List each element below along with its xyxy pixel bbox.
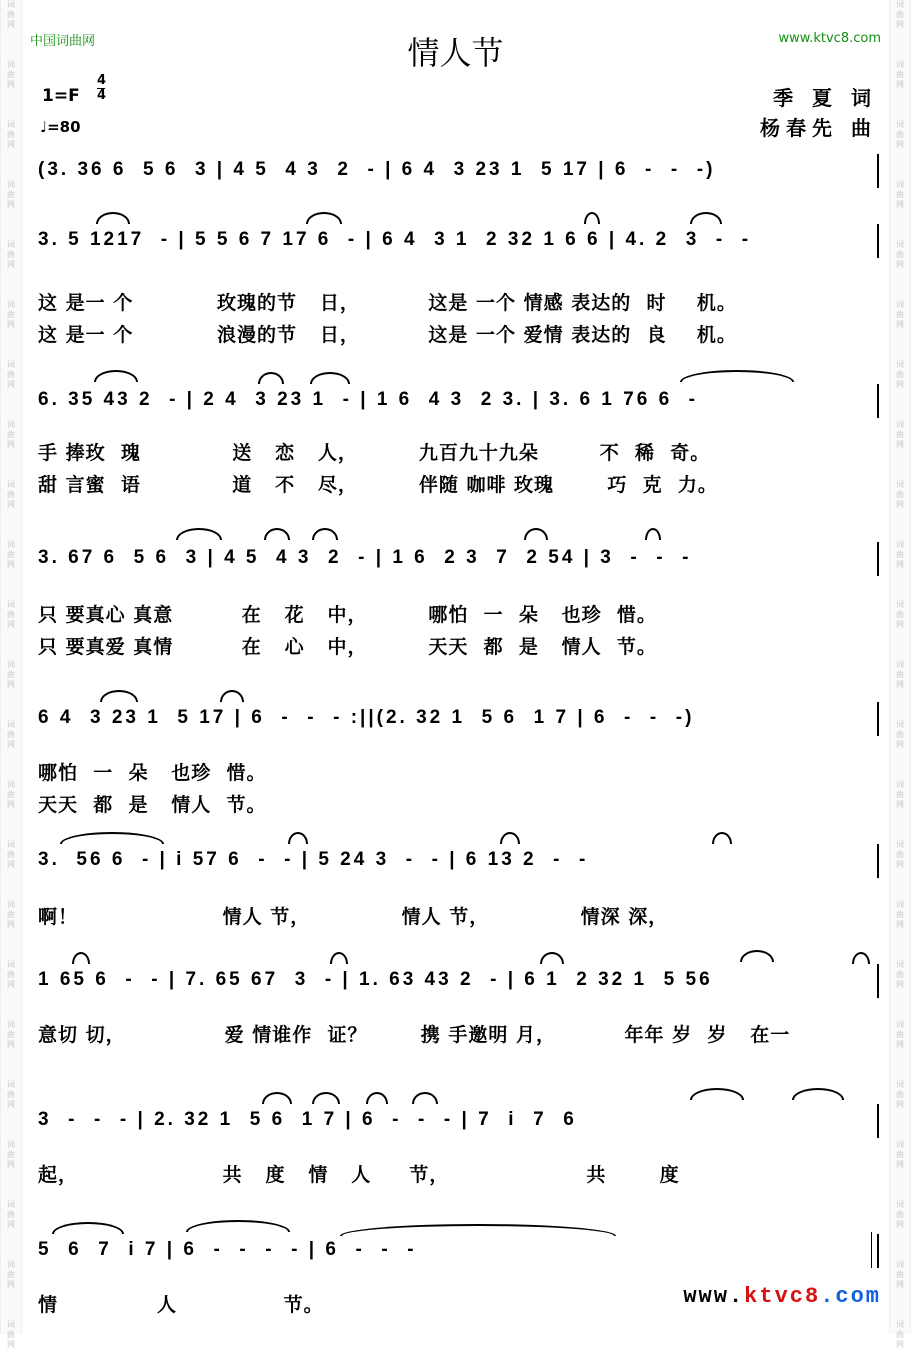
slur-mark [645, 528, 661, 540]
watermark-text: 词 曲 网 [7, 240, 15, 269]
bar-line [877, 844, 879, 878]
watermark-text: 词 曲 网 [896, 960, 904, 989]
bar-line [877, 1234, 879, 1268]
watermark-text: 词 曲 网 [896, 120, 904, 149]
watermark-text: 词 曲 网 [7, 840, 15, 869]
bar-line [877, 542, 879, 576]
watermark-text: 词 曲 网 [896, 480, 904, 509]
tempo-marking [40, 118, 81, 136]
logo-www: www. [683, 1284, 745, 1309]
watermark-text: 词 曲 网 [896, 1020, 904, 1049]
slur-mark [690, 212, 722, 224]
watermark-text: 词 曲 网 [7, 480, 15, 509]
lyric-line: 起， 共 度 情 人 节， 共 度 [38, 1164, 680, 1186]
watermark-text: 词 曲 网 [7, 660, 15, 689]
bar-line [877, 154, 879, 188]
site-url-right[interactable]: www.ktvc8.com [778, 31, 881, 46]
notation-line: 3. 56 6 - | i 57 6 - - | 5 24 3 - - | 6 13 2 - - [38, 849, 589, 870]
watermark-text: 词 曲 网 [7, 360, 15, 389]
watermark-text: 词 曲 网 [7, 900, 15, 929]
slur-mark [852, 952, 870, 964]
key-signature: 1=F [42, 86, 80, 106]
lyric-line: 情 人 节。 [38, 1294, 324, 1316]
lyric-line: 啊！ 情人 节， 情人 节， 情深 深， [38, 906, 669, 928]
slur-mark [176, 528, 222, 540]
watermark-text: 词 曲 网 [7, 1260, 15, 1289]
watermark-text: 词 曲 网 [7, 300, 15, 329]
right-watermark-strip [889, 0, 911, 1349]
watermark-text: 词 曲 网 [7, 1140, 15, 1169]
watermark-text: 词 曲 网 [7, 60, 15, 89]
slur-mark [740, 950, 774, 962]
slur-mark [312, 1092, 340, 1104]
watermark-text: 词 曲 网 [7, 540, 15, 569]
lyric-line: 只 要真心 真意 在 花 中， 哪怕 一 朵 也珍 惜。 [38, 604, 657, 626]
time-signature [97, 74, 106, 103]
watermark-text: 词 曲 网 [896, 1080, 904, 1109]
watermark-text: 词 曲 网 [7, 420, 15, 449]
watermark-text: 词 曲 网 [896, 1260, 904, 1289]
slur-mark [96, 212, 130, 224]
composer-credit: 杨春先 曲 [760, 116, 877, 140]
lyric-line: 手 捧玫 瑰 送 恋 人， 九百九十九朵 不 稀 奇。 [38, 442, 711, 464]
watermark-text: 词 曲 网 [7, 1080, 15, 1109]
slur-mark [330, 952, 348, 964]
slur-mark [524, 528, 548, 540]
slur-mark [258, 372, 284, 384]
slur-mark [366, 1092, 388, 1104]
watermark-text: 词 曲 网 [7, 180, 15, 209]
slur-mark [186, 1220, 290, 1232]
lyric-line: 甜 言蜜 语 道 不 尽， 伴随 咖啡 玫瑰 巧 克 力。 [38, 474, 718, 496]
lyric-line: 意切 切， 爱 情谁作 证？ 携 手邀明 月， 年年 岁 岁 在一 [38, 1024, 791, 1046]
slur-mark [72, 952, 90, 964]
watermark-text: 词 曲 网 [896, 420, 904, 449]
bar-line [877, 384, 879, 418]
notation-line: 6 4 3 23 1 5 17 | 6 - - - :||(2. 32 1 5 6 1 7 | 6 - - -) [38, 707, 695, 728]
quarter-note-icon: ♩ [40, 118, 48, 136]
slur-mark [288, 832, 308, 844]
logo-com: .com [820, 1284, 881, 1309]
notation-line: 6. 35 43 2 - | 2 4 3 23 1 - | 1 6 4 3 2 3. | 3. 6 1 76 6 - [38, 389, 699, 410]
bar-line [877, 224, 879, 258]
watermark-text: 词 曲 网 [896, 1320, 904, 1349]
watermark-text: 词 曲 网 [7, 600, 15, 629]
slur-mark [52, 1222, 124, 1234]
slur-mark [262, 1092, 292, 1104]
slur-mark [310, 372, 350, 384]
watermark-text: 词 曲 网 [896, 1200, 904, 1229]
slur-mark [712, 832, 732, 844]
notation-line: 3 - - - | 2. 32 1 5 6 1 7 | 6 - - - | 7 i 7 6 [38, 1109, 577, 1130]
watermark-text: 词 曲 网 [896, 60, 904, 89]
watermark-text: 词 曲 网 [896, 600, 904, 629]
watermark-text: 词 曲 网 [7, 780, 15, 809]
left-watermark-strip [0, 0, 22, 1349]
watermark-text: 词 曲 网 [7, 1200, 15, 1229]
notation-line: 5 6 7 i 7 | 6 - - - - | 6 - - - [38, 1239, 417, 1260]
slur-mark [500, 832, 520, 844]
slur-mark [60, 832, 164, 844]
notation-line: 1 65 6 - - | 7. 65 67 3 - | 1. 63 43 2 - | 6 1 2 32 1 5 56 [38, 969, 713, 990]
lyric-line: 这 是一 个 玫瑰的节 日， 这是 一个 情感 表达的 时 机。 [38, 292, 737, 314]
time-bottom: 4 [97, 88, 107, 103]
slur-mark [100, 690, 138, 702]
watermark-text: 词 曲 网 [896, 180, 904, 209]
slur-mark [264, 528, 290, 540]
slur-mark [412, 1092, 438, 1104]
watermark-text: 词 曲 网 [896, 240, 904, 269]
lyric-line: 只 要真爱 真情 在 心 中， 天天 都 是 情人 节。 [38, 636, 657, 658]
watermark-text: 词 曲 网 [896, 0, 904, 29]
watermark-text: 词 曲 网 [896, 840, 904, 869]
watermark-text: 词 曲 网 [7, 0, 15, 29]
song-title: 情人节 [407, 34, 504, 72]
watermark-text: 词 曲 网 [896, 300, 904, 329]
bottom-site-logo [683, 1284, 881, 1309]
slur-mark [220, 690, 244, 702]
lyric-line: 哪怕 一 朵 也珍 惜。 [38, 762, 267, 784]
watermark-text: 词 曲 网 [7, 720, 15, 749]
lyric-line: 这 是一 个 浪漫的节 日， 这是 一个 爱情 表达的 良 机。 [38, 324, 737, 346]
watermark-text: 词 曲 网 [7, 1320, 15, 1349]
slur-mark [312, 528, 338, 540]
time-top: 4 [97, 73, 107, 88]
watermark-text: 词 曲 网 [896, 360, 904, 389]
notation-line: 3. 5 1217 - | 5 5 6 7 17 6 - | 6 4 3 1 2 32 1 6 6 | 4. 2 3 - - [38, 229, 752, 250]
final-double-bar [871, 1232, 872, 1268]
watermark-text: 词 曲 网 [7, 1020, 15, 1049]
lyric-line: 天天 都 是 情人 节。 [38, 794, 267, 816]
notation-line: 3. 67 6 5 6 3 | 4 5 4 3 2 - | 1 6 2 3 7 2 54 | 3 - - - [38, 547, 692, 568]
bar-line [877, 964, 879, 998]
slur-mark [94, 370, 138, 382]
slur-mark [540, 952, 564, 964]
lyricist-credit: 季 夏 词 [773, 86, 877, 110]
watermark-text: 词 曲 网 [896, 900, 904, 929]
slur-mark [340, 1224, 616, 1236]
slur-mark [690, 1088, 744, 1100]
bar-line [877, 1104, 879, 1138]
slur-mark [680, 370, 794, 382]
slur-mark [792, 1088, 844, 1100]
watermark-text: 词 曲 网 [7, 960, 15, 989]
watermark-text: 词 曲 网 [896, 720, 904, 749]
bar-line [877, 702, 879, 736]
watermark-text: 词 曲 网 [896, 660, 904, 689]
tempo-value: =80 [47, 118, 81, 136]
logo-ktv: ktvc8 [744, 1284, 821, 1309]
watermark-text: 词 曲 网 [896, 540, 904, 569]
watermark-text: 词 曲 网 [896, 780, 904, 809]
notation-line: (3. 36 6 5 6 3 | 4 5 4 3 2 - | 6 4 3 23 1 5 17 | 6 - - -) [38, 159, 716, 180]
site-name-left: 中国词曲网 [30, 34, 96, 49]
watermark-text: 词 曲 网 [896, 1140, 904, 1169]
slur-mark [584, 212, 600, 224]
watermark-text: 词 曲 网 [7, 120, 15, 149]
slur-mark [306, 212, 342, 224]
